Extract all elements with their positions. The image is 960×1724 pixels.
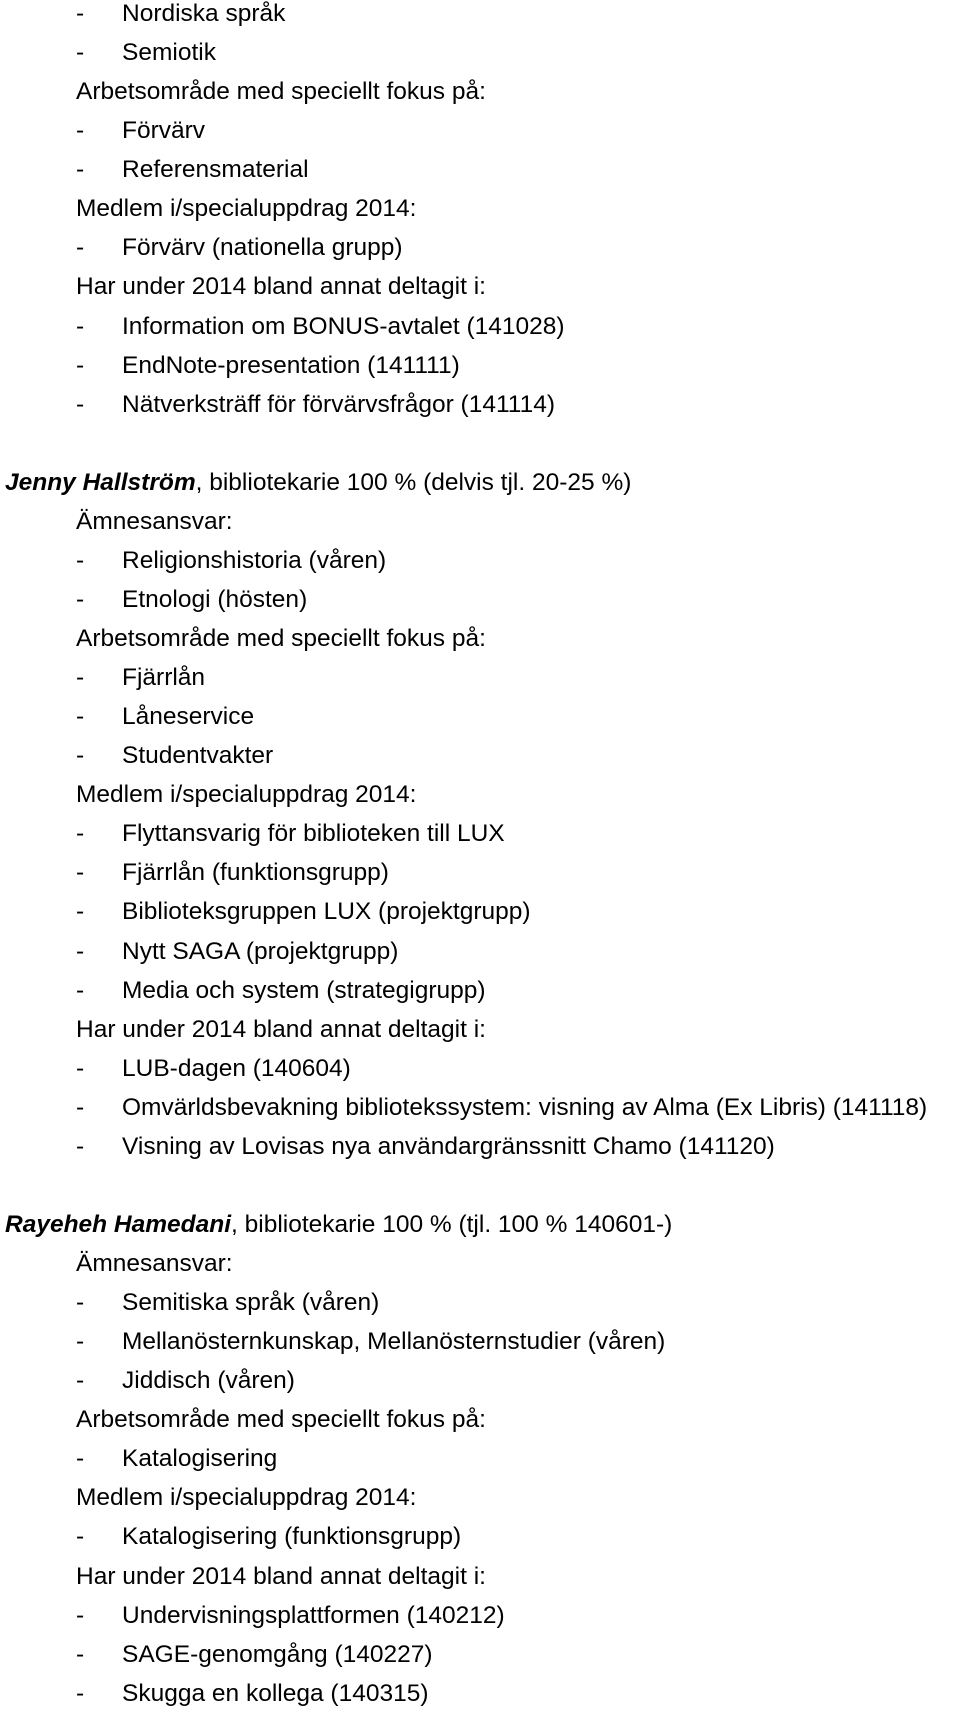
- list-item: [0, 1088, 960, 1127]
- item-group: [0, 1557, 960, 1713]
- list-item: [0, 385, 960, 424]
- list-item-text: Religionshistoria (våren): [122, 546, 387, 574]
- list-item-text: Biblioteksgruppen LUX (projektgrupp): [122, 898, 531, 926]
- staff-entry: [0, 1205, 960, 1713]
- list-item-text: Förvärv: [122, 117, 206, 145]
- staff-role: , bibliotekarie 100 % (tjl. 100 % 140601-): [231, 1210, 673, 1238]
- staff-role: , bibliotekarie 100 % (delvis tjl. 20-25 %): [195, 468, 632, 496]
- list-item-text: Semiotik: [122, 39, 216, 67]
- list-item-text: Omvärldsbevakning bibliotekssystem: visning av Alma (Ex Libris) (141118): [122, 1093, 928, 1121]
- bullet-marker: -: [76, 1679, 85, 1707]
- list-item: [0, 0, 960, 33]
- list-item: [0, 1049, 960, 1088]
- bullet-marker: -: [76, 156, 85, 184]
- list-item: [0, 33, 960, 72]
- list-item: [0, 1361, 960, 1400]
- staff-header: [0, 1205, 960, 1244]
- bullet-marker: -: [76, 1054, 85, 1082]
- list-item-text: Nordiska språk: [122, 0, 286, 27]
- bullet-marker: -: [76, 39, 85, 67]
- list-item: [0, 736, 960, 775]
- list-item: [0, 228, 960, 267]
- item-group: [0, 189, 960, 267]
- staff-header: [0, 463, 960, 502]
- blank-line: [0, 424, 960, 463]
- list-item: [0, 814, 960, 853]
- bullet-marker: -: [76, 1523, 85, 1551]
- list-item-text: EndNote-presentation (141111): [122, 351, 460, 379]
- section-heading: Har under 2014 bland annat deltagit i:: [76, 273, 486, 301]
- list-item: [0, 307, 960, 346]
- list-item: [0, 1283, 960, 1322]
- list-item-text: Skugga en kollega (140315): [122, 1679, 429, 1707]
- list-item: [0, 1674, 960, 1713]
- item-group: [0, 0, 960, 72]
- list-item: [0, 932, 960, 971]
- bullet-marker: -: [76, 859, 85, 887]
- list-item-text: Semitiska språk (våren): [122, 1289, 380, 1317]
- item-group: [0, 1400, 960, 1478]
- section-heading: Har under 2014 bland annat deltagit i:: [76, 1562, 486, 1590]
- list-item: [0, 150, 960, 189]
- list-item-text: Studentvakter: [122, 742, 274, 770]
- blank-line: [0, 1166, 960, 1205]
- section-heading: Ämnesansvar:: [76, 1250, 233, 1277]
- list-item: [0, 111, 960, 150]
- bullet-marker: -: [76, 585, 85, 613]
- list-item-text: Nytt SAGA (projektgrupp): [122, 937, 399, 965]
- bullet-marker: -: [76, 1445, 85, 1473]
- bullet-marker: -: [76, 390, 85, 418]
- bullet-marker: -: [76, 1640, 85, 1668]
- bullet-marker: -: [76, 351, 85, 379]
- bullet-marker: -: [76, 0, 85, 27]
- staff-name: Jenny Hallström: [5, 468, 196, 496]
- item-group: [0, 267, 960, 423]
- bullet-marker: -: [76, 664, 85, 692]
- item-group: [0, 619, 960, 775]
- list-item-text: Mellanösternkunskap, Mellanösternstudier (våren): [122, 1328, 666, 1356]
- bullet-marker: -: [76, 1132, 85, 1160]
- list-item: [0, 580, 960, 619]
- item-group: [0, 502, 960, 619]
- list-item-text: LUB-dagen (140604): [122, 1054, 351, 1082]
- bullet-marker: -: [76, 1093, 85, 1121]
- list-item-text: Information om BONUS-avtalet (141028): [122, 312, 565, 340]
- list-item-text: Undervisningsplattformen (140212): [122, 1601, 505, 1629]
- list-item-text: SAGE-genomgång (140227): [122, 1640, 433, 1668]
- bullet-marker: -: [76, 703, 85, 731]
- bullet-marker: -: [76, 742, 85, 770]
- item-group: [0, 1244, 960, 1400]
- list-item-text: Jiddisch (våren): [122, 1367, 295, 1395]
- list-item-text: Referensmaterial: [122, 156, 309, 184]
- item-group: [0, 775, 960, 1009]
- staff-entry: [0, 463, 960, 1166]
- list-item: [0, 1635, 960, 1674]
- bullet-marker: -: [76, 937, 85, 965]
- bullet-marker: -: [76, 1367, 85, 1395]
- bullet-marker: -: [76, 898, 85, 926]
- bullet-marker: -: [76, 1289, 85, 1317]
- list-item: [0, 892, 960, 931]
- list-item-text: Etnologi (hösten): [122, 585, 308, 613]
- list-item-text: Katalogisering (funktionsgrupp): [122, 1523, 462, 1551]
- bullet-marker: -: [76, 820, 85, 848]
- bullet-marker: -: [76, 234, 85, 262]
- list-item-text: Fjärrlån: [122, 664, 206, 692]
- list-item: [0, 1517, 960, 1556]
- bullet-marker: -: [76, 1328, 85, 1356]
- section-heading: Medlem i/specialuppdrag 2014:: [76, 1484, 417, 1512]
- list-item-text: Media och system (strategigrupp): [122, 976, 486, 1004]
- list-item-text: Fjärrlån (funktionsgrupp): [122, 859, 389, 887]
- list-item: [0, 697, 960, 736]
- section-heading: Arbetsområde med speciellt fokus på:: [76, 625, 486, 652]
- item-group: [0, 1010, 960, 1166]
- list-item-text: Visning av Lovisas nya användargränssnitt Chamo (141120): [122, 1132, 775, 1160]
- section-heading: Arbetsområde med speciellt fokus på:: [76, 1406, 486, 1434]
- list-item-text: Låneservice: [122, 703, 255, 731]
- staff-entry-continued: [0, 0, 960, 424]
- section-heading: Medlem i/specialuppdrag 2014:: [76, 195, 417, 223]
- section-heading: Arbetsområde med speciellt fokus på:: [76, 78, 486, 106]
- list-item: [0, 658, 960, 697]
- list-item-text: Flyttansvarig för biblioteken till LUX: [122, 820, 505, 848]
- list-item: [0, 346, 960, 385]
- staff-name: Rayeheh Hamedani: [5, 1210, 232, 1238]
- list-item: [0, 1322, 960, 1361]
- bullet-marker: -: [76, 546, 85, 574]
- bullet-marker: -: [76, 1601, 85, 1629]
- list-item: [0, 541, 960, 580]
- section-heading: Medlem i/specialuppdrag 2014:: [76, 781, 417, 809]
- bullet-marker: -: [76, 976, 85, 1004]
- item-group: [0, 72, 960, 189]
- item-group: [0, 1478, 960, 1556]
- list-item: [0, 1439, 960, 1478]
- bullet-marker: -: [76, 117, 85, 145]
- section-heading: Ämnesansvar:: [76, 507, 233, 535]
- list-item: [0, 971, 960, 1010]
- list-item: [0, 1596, 960, 1635]
- bullet-marker: -: [76, 312, 85, 340]
- list-item-text: Katalogisering: [122, 1445, 278, 1473]
- list-item: [0, 853, 960, 892]
- list-item-text: Förvärv (nationella grupp): [122, 234, 403, 262]
- section-heading: Har under 2014 bland annat deltagit i:: [76, 1015, 486, 1043]
- list-item: [0, 1127, 960, 1166]
- list-item-text: Nätverksträff för förvärvsfrågor (141114): [122, 390, 555, 418]
